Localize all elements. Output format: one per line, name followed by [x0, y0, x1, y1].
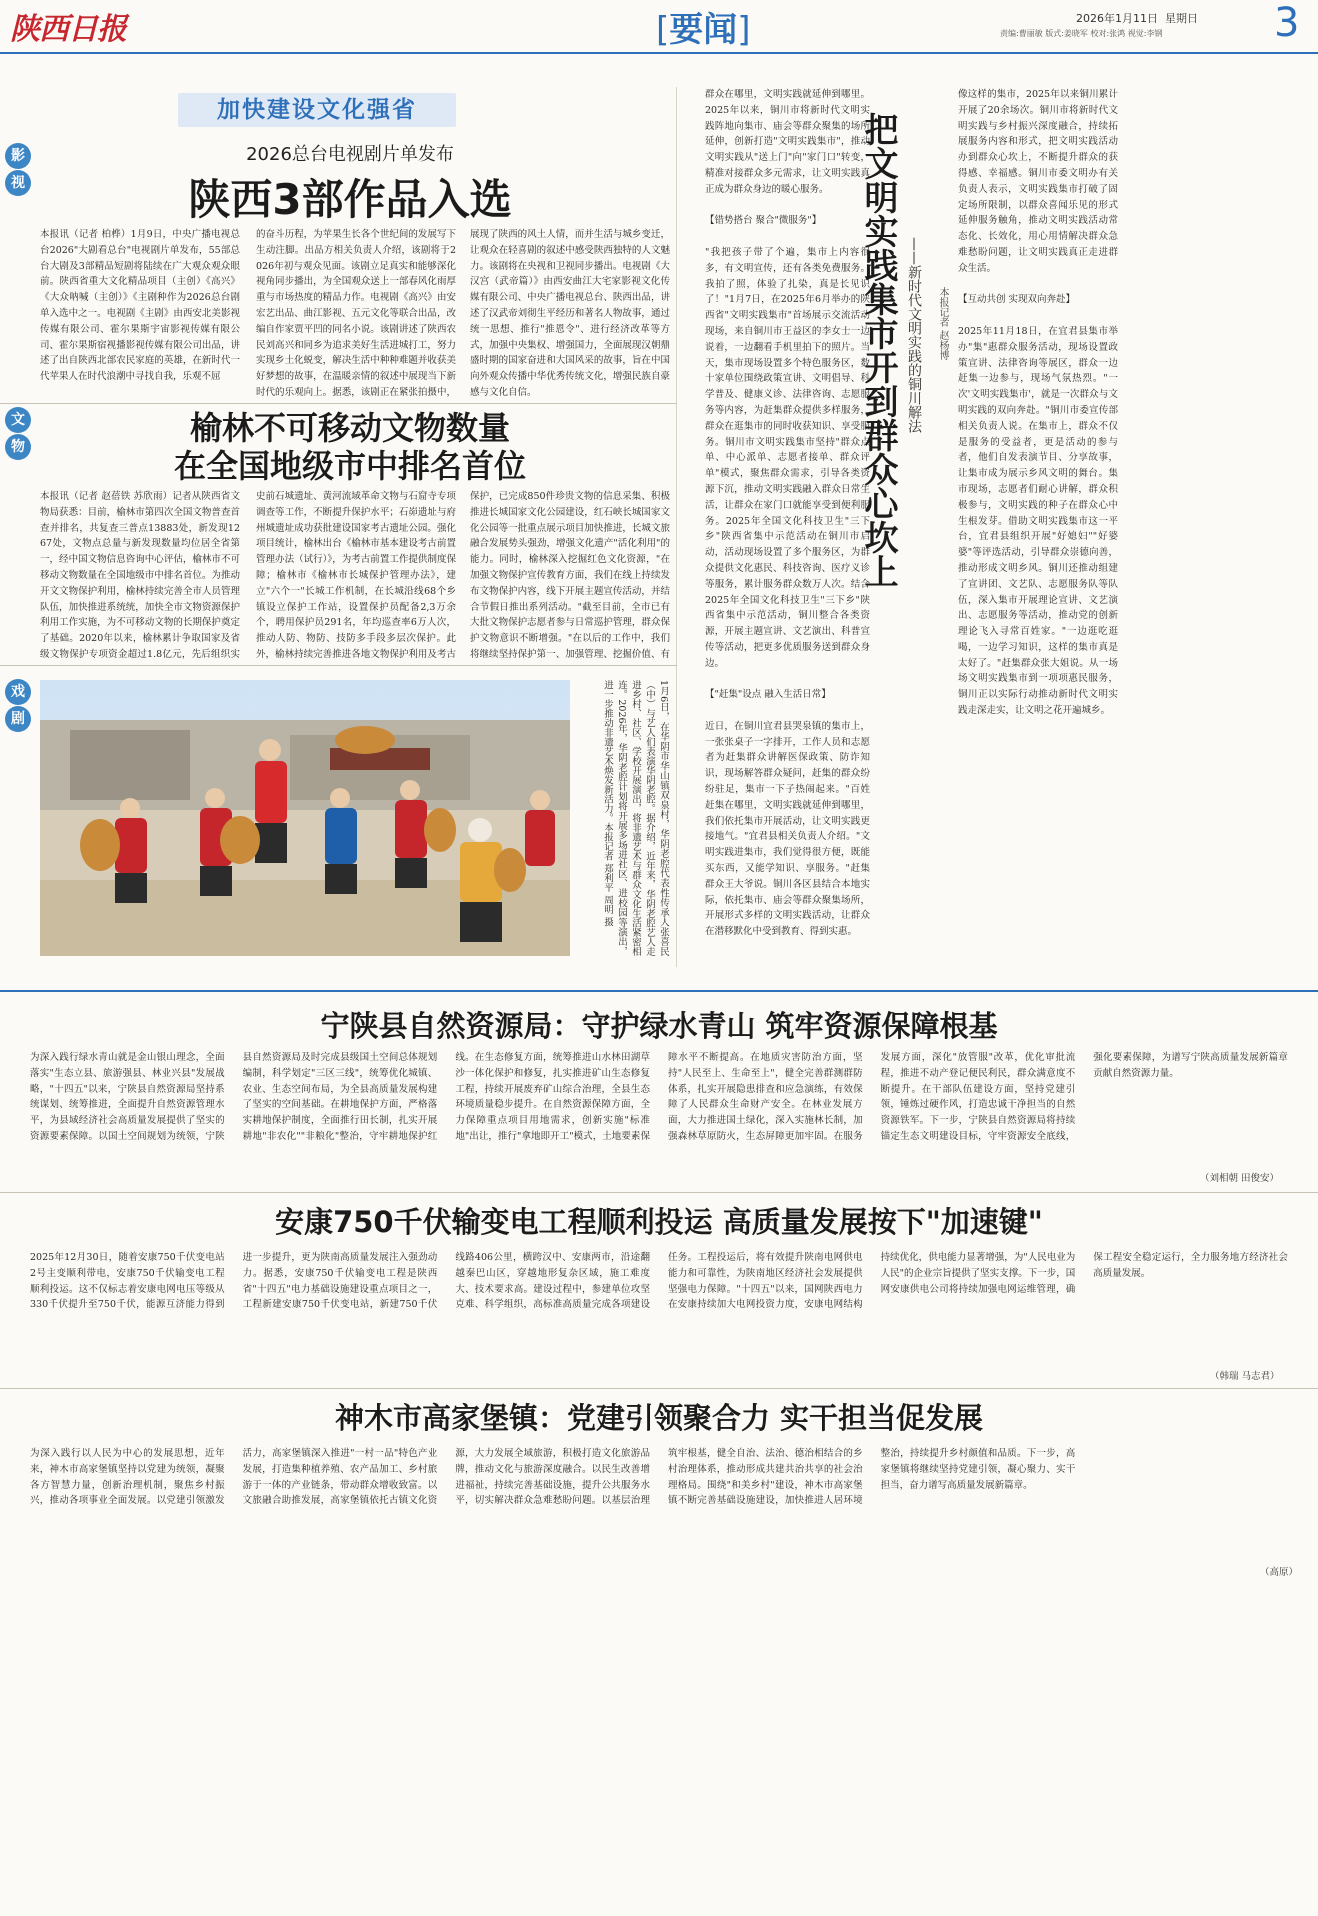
section-divider	[0, 990, 1318, 992]
page-date	[1076, 10, 1198, 26]
masthead	[0, 0, 1318, 58]
tag-film-2: 视	[5, 170, 31, 196]
tag-film-1: 影	[5, 143, 31, 169]
feature-col-2: 像这样的集市，2025年以来铜川累计开展了20余场次。铜川市将新时代文明实践与乡村振兴深度融合，持续拓展服务内容和形式，把文明实践活动办到群众心坎上，不断提升群众的获得感、幸福感。铜川市委文明办有关负责人表示，文明实践集市打破了固定场所限制，以群众喜闻乐见的形式延伸服务触角，推动文明实践活动常态化、长效化，用心用情解决群众急难愁盼问题，让文明实践真正走进群众生活。 【互动共创 实现双向奔赴】 2025年11月18日，在宜君县集市举办"集"惠群众服务活动，现场设置政策宣讲、法律咨询等展区，群众一边赶集一边参与，现场气氛热烈。"一次'文明实践集市'，就是一次群众与文明实践的双向奔赴。"铜川市委宣传部相关负责人说。在集市上，群众不仅是服务的受益者，更是活动的参与者，他们自发表演节目、分享故事，让集市成为展示乡风文明的舞台。集市现场，志愿者们耐心讲解，群众积极参与，文明实践的种子在群众心中生根发芽。借助文明实践集市这一平台，宜君县组织开展"好媳妇""好婆婆"等评选活动，引导群众崇德向善，推动形成文明乡风。铜川还推动组建了宣讲团、文艺队、志愿服务队等队伍，深入集市开展理论宣讲、文艺演出、志愿服务等活动，推动党的创新理论飞入寻常百姓家。"一边逛吃逛喝，一边学习知识，这样的集市真是太好了。"赶集群众张大姐说。从一场场文明实践集市到一项项惠民服务，铜川正以实际行动推动新时代文明实践走深走实，让文明之花开遍城乡。	[958, 89, 1118, 717]
culture-section	[0, 87, 677, 967]
masthead-rule	[0, 52, 1318, 54]
article-2-col-2: 史前石城遗址、黄河流域革命文物与石窟寺专项调查等工作，不断提升保护水平；石峁遗址与府州城遗址成功获批建设国家考古遗址公园。强化项目统计，榆林出台《榆林市基本建设考古前置管理办法（试行）》，为考古前置工作提供制度保障；榆林市《榆林市长城保护管理办法》，建立"六个一"长城工作机制，在长城沿线68个乡镇设立保护工作站，设置保护员配备2,3万余个，聘用保护员291名，年均巡查率6万人次，推动人防、物防、技防多手段多层次保护。此外，榆林持续完善推进各地文物保护利用及考古	[256, 491, 456, 659]
photo-caption: 1月6日，在华阴市华山镇双泉村，华阴老腔代表性传承人张喜民（中）与艺人们表演华阴老腔。据介绍，近年来，华阴老腔艺人走进乡村、社区、学校开展演出，将非遗艺术与群众文化生活紧密相连。2026年，华阴老腔计划将开展多场进社区、进校园等演出，进一步推动非遗艺术焕发新活力。本报记者 郑利平 周明 摄	[602, 680, 669, 956]
tag-opera-2: 剧	[5, 706, 31, 732]
feature-byline: 本报记者 赵杨博	[937, 287, 948, 361]
culture-banner	[178, 93, 456, 127]
article-col-3: 展现了陕西的风土人情，而并生活与城乡变迁，让观众在轻喜剧的叙述中感受陕西独特的人文魅力。该剧将在央视和卫视同步播出。电视剧《大汉宫（武帝篇）》由西安曲江大宅家影视文化传媒有限公司、中央广播电视总台、陕西出品，讲述了汉武帝刘彻生平经历和著名人物故事，通过统一思想、推行"推恩令"、进行经济改革等方式，加强中央集权、增强国力，全面展现汉朝鼎盛时期的国家奋进和大国风采的故事，旨在中国向外观众传播中华优秀传统文化，增强民族自豪感与文化自信。	[470, 229, 670, 398]
article-2-col-3: 保护，已完成850件珍贵文物的信息采集、积极推进长城国家文化公园建设，红石峡长城国家文化公园等一批重点展示项目加快推进，长城文旅融合发展势头强劲，增强文化遗产"活化利用"的能力。同时，榆林深入挖掘红色文化资源，"在加强文物保护宣传教育方面，我们在线上持续发布文物保护内容，线下开展主题宣传活动，并结合节假日推出系列活动。"截至目前，全市已有大批文物保护志愿者参与日常巡护管理，群众保护文物意识不断增强。"在以后的工作中，我们将继续坚持保护第一、加强管理、挖掘价值、有	[470, 491, 670, 659]
article-col-1: 本报讯（记者 柏桦）1月9日，中央广播电视总台2026"大剧看总台"电视剧片单发布，55部总台大剧及3部精品短剧将陆续在广大观众观众眼前。陕西省重大文化精品项目（主创）《高兴》《大众呐喊（主创）》《主剧种作为2026总台剧单入选中之一。电视剧《主剧》由西安北美影视传媒有限公司、霍尔果斯宇宙影视传媒有限公司、霍尔果斯宿视播影视传媒有限公司出品，讲述了出自陕西北部农民家庭的英雄，在新时代一代苹果人在时代浪潮中寻找自我，乐观不屈	[40, 229, 240, 383]
newspaper-logo: 陕西日报	[10, 12, 126, 47]
article-headline-2: 榆林不可移动文物数量 在全国地级市中排名首位	[173, 409, 526, 485]
issue-weekday: 星期日	[1165, 12, 1198, 25]
divider	[0, 1388, 1318, 1389]
tag-relic-1: 文	[5, 407, 31, 433]
feature-section	[680, 87, 1318, 967]
news-body: 为深入践行绿水青山就是金山银山理念，全面落实"生态立县、旅游强县、林业兴县"发展战略，"十四五"以来，宁陕县自然资源局坚持系统谋划、统筹推进，全面提升自然资源管理水平，为县域经济社会高质量发展提供了坚实的资源要素保障。以国土空间规划为统领，宁陕县自然资源局及时完成县级国土空间总体规划编制，科学划定"三区三线"，统筹优化城镇、农业、生态空间布局，为全县高质量发展构建了坚实的空间基础。在耕地保护方面，严格落实耕地保护制度，全面推行田长制，扎实开展耕地"非农化""非粮化"整治，守牢耕地保护红线。在生态修复方面，统筹推进山水林田湖草沙一体化保护和修复，扎实推进矿山生态修复工程，持续开展废弃矿山综合治理，全县生态环境质量稳步提升。在自然资源保障方面，全力保障重点项目用地需求，创新实施"标准地"出让，推行"拿地即开工"模式，土地要素保障水平不断提高。在地质灾害防治方面，坚持"人民至上、生命至上"，健全完善群测群防体系，扎实开展隐患排查和应急演练，有效保障了人民群众生命财产安全。在林业发展方面，大力推进国土绿化，深入实施林长制，加强森林草原防火，生态屏障更加牢固。在服务发展方面，深化"放管服"改革，优化审批流程，推进不动产登记便民利民，群众满意度不断提升。在干部队伍建设方面，坚持党建引领，锤炼过硬作风，打造忠诚干净担当的自然资源铁军。下一步，宁陕县自然资源局将持续锚定生态文明建设目标，守牢资源安全底线，强化要素保障，为谱写宁陕高质量发展新篇章贡献自然资源力量。	[30, 1052, 1288, 1142]
tag-opera-1: 戏	[5, 679, 31, 705]
news-credit: （韩瑞 马志君）	[1210, 1371, 1280, 1382]
divider	[0, 403, 677, 404]
article-kicker: 2026总台电视剧片单发布	[246, 144, 454, 165]
opera-photo-svg	[40, 680, 570, 956]
tag-relic-2: 物	[5, 434, 31, 460]
article-2-col-1: 本报讯（记者 赵蓓铁 苏欣雨）记者从陕西省文物局获悉：目前，榆林市第四次全国文物普查首查并排名，共复查三普点13883处，新发现1267处，文物点总量与新发现数量均位居全省第一，经中国文物信息咨询中心评估，榆林市不可移动文物数量在全国地级市中排名首位。为推动开文文物保护利用，榆林持续完善全市人员管理队伍，加快推进系统统，加快全市文物资源保护利用工作实施，为不可移动文物的长期保护奠定了基础。2020年以来，榆林累计争取国家及省级文物保护专项资金超过1.8亿元，先后组织实	[40, 491, 240, 659]
news-item-2	[0, 1196, 1318, 1391]
feature-subtitle: ——新时代文明实践的铜川解法	[906, 237, 922, 433]
news-item-1	[0, 1000, 1318, 1190]
news-credit: （刘相朝 田俊安）	[1200, 1173, 1280, 1184]
news-item-3	[0, 1392, 1318, 1912]
news-credit: （高原）	[1260, 1567, 1299, 1578]
news-headline: 神木市高家堡镇：党建引领聚合力 实干担当促发展	[334, 1401, 984, 1435]
feature-headline: 把文明实践集市开到群众心坎上	[858, 112, 898, 588]
news-body: 为深入践行以人民为中心的发展思想，近年来，神木市高家堡镇坚持以党建为统领，凝聚各方智慧力量，创新治理机制，聚焦乡村振兴，推动各项事业全面发展。以党建引领激发活力，高家堡镇深入推进"一村一品"特色产业发展，打造集种植养殖、农产品加工、乡村旅游于一体的产业链条，带动群众增收致富。以文旅融合助推发展，高家堡镇依托古镇文化资源，大力发展全域旅游，积极打造文化旅游品牌，推动文化与旅游深度融合。以民生改善增进福祉，持续完善基础设施，提升公共服务水平，切实解决群众急难愁盼问题。以基层治理筑牢根基，健全自治、法治、德治相结合的乡村治理体系，推动形成共建共治共享的社会治理格局。围绕"和美乡村"建设，神木市高家堡镇不断完善基础设施建设，加快推进人居环境整治，持续提升乡村颜值和品质。下一步，高家堡镇将继续坚持党建引领，凝心聚力、实干担当，奋力谱写高质量发展新篇章。	[30, 1448, 1076, 1507]
issue-date: 2026年1月11日	[1076, 12, 1158, 25]
culture-banner-text: 加快建设文化强省	[217, 97, 417, 123]
divider	[0, 665, 677, 666]
divider	[0, 1192, 1318, 1193]
section-label: [要闻]	[656, 10, 751, 50]
news-headline: 安康750千伏输变电工程顺利投运 高质量发展按下"加速键"	[275, 1205, 1043, 1239]
editor-credits: 责编:曹丽敏 版式:姜晓军 校对:张鸿 视觉:李钢	[1000, 29, 1163, 38]
news-headline: 宁陕县自然资源局：守护绿水青山 筑牢资源保障根基	[320, 1009, 998, 1043]
page-number: 3	[1274, 0, 1300, 46]
article-headline: 陕西3部作品入选	[188, 175, 512, 224]
opera-photo	[40, 680, 570, 956]
article-col-2: 的奋斗历程，为苹果生长各个世纪间的发展写下生动注脚。出品方相关负责人介绍，该剧将于2026年初与观众见面。该剧立足真实和能够深化视角同步播出，为全国观众送上一部春风化雨厚重与市场热度的精品力作。电视剧《高兴》由安宏艺出品、曲江影视、五元文化等联合出品，改编自作家贾平凹的同名小说。该剧讲述了陕西农民刘高兴和同乡为追求美好生活进城打工，努力实现乡土化蜕变，解决生活中种种难题并收获美好梦想的故事，在温暖亲情的叙述中展现当下新时代的乐观向上。据悉，该剧正在紧张拍摄中，	[256, 229, 456, 398]
news-body: 2025年12月30日，随着安康750千伏变电站2号主变顺利带电，安康750千伏输变电工程顺利投运。这不仅标志着安康电网电压等级从330千伏提升至750千伏，能源互济能力得到进一步提升，更为陕南高质量发展注入强劲动力。据悉，安康750千伏输变电工程是陕西省"十四五"电力基础设施建设重点项目之一，工程新建安康750千伏变电站，新建750千伏线路406公里，横跨汉中、安康两市，沿途翻越秦巴山区，穿越地形复杂区域，施工难度大、技术要求高。建设过程中，参建单位攻坚克难、科学组织，高标准高质量完成各项建设任务。工程投运后，将有效提升陕南电网供电能力和可靠性，为陕南地区经济社会发展提供坚强电力保障。"十四五"以来，国网陕西电力在安康持续加大电网投资力度，安康电网结构持续优化，供电能力显著增强，为"人民电业为人民"的企业宗旨提供了坚实支撑。下一步，国网安康供电公司将持续加强电网运维管理，确保工程安全稳定运行，全力服务地方经济社会高质量发展。	[30, 1252, 1288, 1311]
section-name: 要闻	[669, 10, 738, 50]
feature-col-1: 群众在哪里，文明实践就延伸到哪里。2025年以来，铜川市将新时代文明实践阵地向集市、庙会等群众聚集的场所延伸，创新打造"文明实践集市"，推动文明实践从"送上门"向"家门口"转变，精准对接群众多元需求，让文明实践真正成为群众身边的暖心服务。 【错势搭台 聚合"微服务"】 "我把孩子带了个遍，集市上内容很多，有文明宣传，还有各类免费服务。我拍了照，体验了扎染，真是长见识了！"1月7日，在2025年6月举办的陕西省"文明实践集市"首场展示交流活动现场，来自铜川市王益区的李女士一边说着，一边翻看手机里拍下的照片。当天，集市现场设置多个特色服务区，数十家单位围绕政策宣讲、文明倡导、科学普及、健康义诊、法律咨询、志愿服务等内容，为赶集群众提供多样服务，群众在逛集市的同时收获知识、享受服务。铜川市文明实践集市坚持"群众点单、中心派单、志愿者接单、群众评单"模式，聚焦群众需求，引导各类资源下沉，推动文明实践融入群众日常生活，让群众在家门口就能享受到便利服务。2025年全国文化科技卫生"三下乡"陕西省集中示范活动在铜川市启动，活动现场设置了多个服务区，为群众提供文化惠民、科技咨询、医疗义诊等服务，累计服务群众数万人次。结合2025年全国文化科技卫生"三下乡"陕西省集中示范活动，铜川整合各类资源，开展主题宣讲、文艺演出、科普宣传等活动，把更多优质服务送到群众身边。 【"赶集"设点 融入生活日常】 近日，在铜川宜君县哭泉镇的集市上，一张张桌子一字排开，工作人员和志愿者为赶集群众讲解医保政策、防诈知识，现场解答群众疑问，赶集的群众纷纷驻足，集市一下子热闹起来。"百姓赶集在哪里，文明实践就延伸到哪里，我们依托集市开展活动，让文明实践更接地气。"宜君县相关负责人介绍。"文明实践进集市，我们觉得很方便，既能买东西，又能学知识、享服务。"赶集群众王大爷说。铜川各区县结合本地实际，依托集市、庙会等群众聚集场所，开展形式多样的文明实践活动，让群众在潜移默化中受到教育、得到实惠。	[705, 89, 870, 938]
